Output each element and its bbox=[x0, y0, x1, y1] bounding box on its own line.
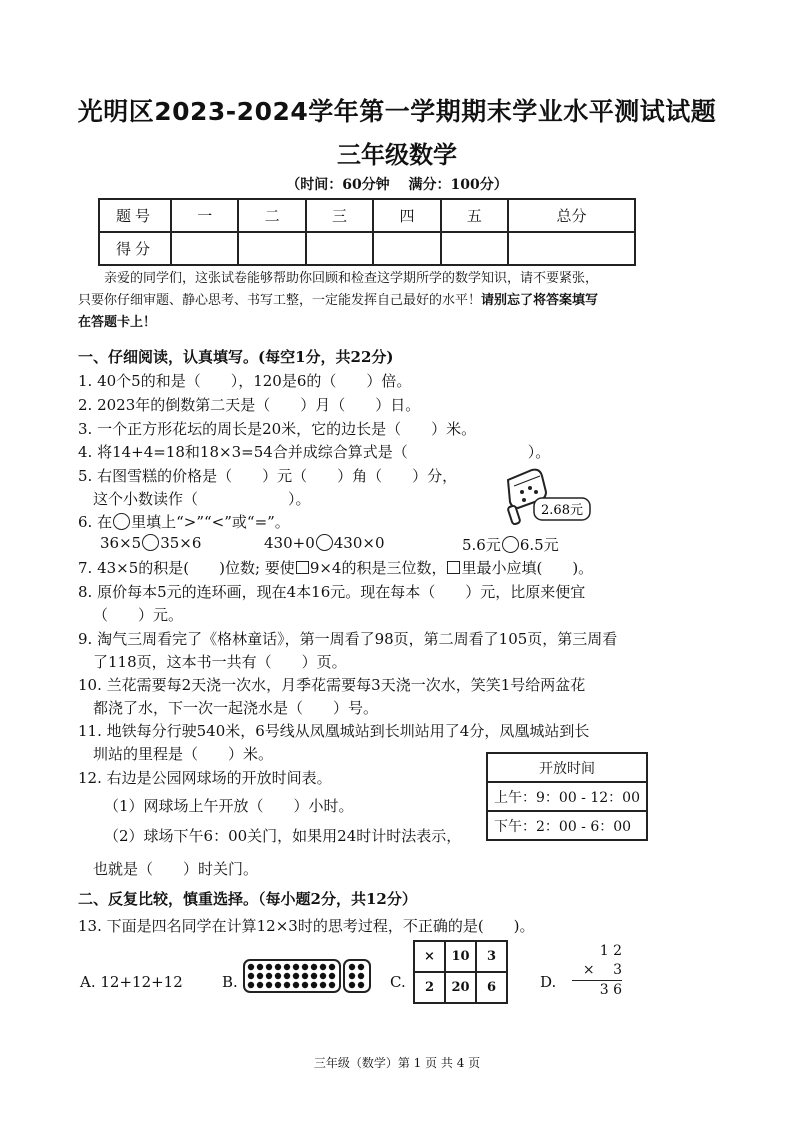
score-col-4: 四 bbox=[373, 199, 440, 232]
exam-subtitle: 三年级数学 bbox=[337, 141, 457, 169]
question-5b: 这个小数读作（ ）。 bbox=[93, 490, 311, 508]
multiplication-grid bbox=[413, 940, 508, 1004]
score-col-5: 五 bbox=[441, 199, 508, 232]
grid-cell: 10 bbox=[445, 941, 476, 972]
q7-text: 9×4的积是三位数， bbox=[309, 559, 447, 577]
score-row-label: 题号 bbox=[99, 199, 171, 232]
dot bbox=[302, 982, 308, 988]
grid-cell: × bbox=[414, 941, 445, 972]
q6-compare-3 bbox=[462, 534, 559, 555]
dot bbox=[266, 982, 272, 988]
grid-cell: 3 bbox=[476, 941, 507, 972]
circle-blank[interactable] bbox=[502, 536, 519, 553]
q6-expr: 5.6元 bbox=[462, 536, 501, 554]
dot bbox=[349, 964, 355, 970]
q7-text: 7. 43×5的积是( )位数; 要使 bbox=[78, 559, 295, 577]
q7-text: 里最小应填( )。 bbox=[461, 559, 594, 577]
vertical-mid: × 3 bbox=[572, 961, 622, 981]
dot bbox=[302, 973, 308, 979]
intro-emphasis: 在答题卡上！ bbox=[78, 315, 157, 330]
circle-blank[interactable] bbox=[142, 534, 159, 551]
dot bbox=[266, 973, 272, 979]
dot bbox=[358, 964, 364, 970]
dot bbox=[275, 973, 281, 979]
dot bbox=[284, 973, 290, 979]
question-8b: （ ）元。 bbox=[93, 606, 184, 624]
intro-line bbox=[78, 312, 658, 334]
vertical-multiplication bbox=[572, 942, 622, 1000]
dot bbox=[275, 982, 281, 988]
question-3: 3. 一个正方形花坛的周长是20米，它的边长是（ ）米。 bbox=[78, 420, 477, 438]
q6-text: 里填上“>”“<”或“=”。 bbox=[131, 513, 290, 531]
opening-hours-table bbox=[486, 752, 648, 841]
dot bbox=[284, 964, 290, 970]
dot bbox=[293, 982, 299, 988]
section-2-title: 二、反复比较，慎重选择。（每小题2分，共12分） bbox=[78, 890, 417, 908]
option-a[interactable]: A. 12+12+12 bbox=[80, 973, 183, 991]
dot bbox=[248, 964, 254, 970]
dot bbox=[320, 964, 326, 970]
square-blank[interactable] bbox=[296, 561, 309, 574]
dot bbox=[329, 973, 335, 979]
q6-expr: 36×5 bbox=[100, 534, 142, 552]
question-9a: 9. 淘气三周看完了《格林童话》，第一周看了98页，第二周看了105页，第三周看 bbox=[78, 630, 618, 648]
question-11b: 圳站的里程是（ ）米。 bbox=[93, 745, 274, 763]
grid-cell: 6 bbox=[476, 972, 507, 1003]
dot bbox=[293, 964, 299, 970]
page-footer: 三年级（数学）第 1 页 共 4 页 bbox=[313, 1056, 481, 1070]
grid-cell: 2 bbox=[414, 972, 445, 1003]
score-table bbox=[98, 198, 636, 266]
q6-expr: 430+0 bbox=[264, 534, 315, 552]
question-12-part3: 也就是（ ）时关门。 bbox=[93, 860, 259, 878]
dot bbox=[257, 964, 263, 970]
score-cell bbox=[441, 232, 508, 265]
score-cell bbox=[508, 232, 635, 265]
dot bbox=[320, 982, 326, 988]
question-10b: 都浇了水，下一次一起浇水是（ ）号。 bbox=[93, 699, 379, 717]
dot bbox=[284, 982, 290, 988]
question-6 bbox=[78, 511, 290, 532]
dot bbox=[266, 964, 272, 970]
question-9b: 了118页，这本书一共有（ ）页。 bbox=[93, 653, 347, 671]
option-d-label[interactable]: D. bbox=[540, 973, 557, 991]
question-11a: 11. 地铁每分行驶540米，6号线从凤凰城站到长圳站用了4分，凤凰城站到长 bbox=[78, 722, 590, 740]
question-1: 1. 40个5的和是（ ），120是6的（ ）倍。 bbox=[78, 372, 412, 390]
dot bbox=[311, 982, 317, 988]
price-tag-text: 2.68元 bbox=[541, 503, 583, 518]
q6-compare-2 bbox=[264, 534, 385, 552]
opening-hours-morning: 上午：9：00 - 12：00 bbox=[487, 782, 647, 811]
opening-hours-afternoon: 下午：2：00 - 6：00 bbox=[487, 811, 647, 840]
circle-blank[interactable] bbox=[316, 534, 333, 551]
vertical-top: 1 2 bbox=[599, 943, 622, 959]
score-col-2: 二 bbox=[238, 199, 305, 232]
q6-expr: 430×0 bbox=[333, 534, 385, 552]
time-info: （时间：60分钟 满分：100分） bbox=[286, 177, 508, 193]
score-table-score-row bbox=[99, 232, 635, 265]
dot bbox=[257, 982, 263, 988]
dot bbox=[320, 973, 326, 979]
square-blank[interactable] bbox=[447, 561, 460, 574]
circle-blank[interactable] bbox=[113, 513, 130, 530]
question-12-part1: （1）网球场上午开放（ ）小时。 bbox=[104, 797, 354, 815]
question-12-part2: （2）球场下午6：00关门，如果用24时计时法表示， bbox=[104, 827, 462, 845]
question-4: 4. 将14+4=18和18×3=54合并成综合算式是（ ）。 bbox=[78, 443, 551, 461]
dot bbox=[329, 964, 335, 970]
exam-title: 光明区2023-2024学年第一学期期末学业水平测试试题 bbox=[77, 97, 717, 126]
dot bbox=[248, 982, 254, 988]
grid-cell: 20 bbox=[445, 972, 476, 1003]
score-row-label: 得分 bbox=[99, 232, 171, 265]
dot bbox=[257, 973, 263, 979]
dot bbox=[311, 964, 317, 970]
question-13: 13. 下面是四名同学在计算12×3时的思考过程，不正确的是( )。 bbox=[78, 917, 535, 935]
score-col-1: 一 bbox=[171, 199, 238, 232]
intro-paragraph bbox=[78, 268, 658, 334]
dot bbox=[302, 964, 308, 970]
icecream-illustration bbox=[494, 462, 594, 530]
intro-emphasis: 请别忘了将答案填写 bbox=[481, 293, 599, 308]
section-1-title: 一、仔细阅读，认真填写。(每空1分，共22分) bbox=[78, 348, 394, 366]
dot bbox=[293, 973, 299, 979]
score-table-header-row bbox=[99, 199, 635, 232]
score-cell bbox=[238, 232, 305, 265]
opening-hours-header: 开放时间 bbox=[487, 753, 647, 782]
score-col-3: 三 bbox=[306, 199, 373, 232]
dot bbox=[358, 982, 364, 988]
question-2: 2. 2023年的倒数第二天是（ ）月（ ）日。 bbox=[78, 396, 421, 414]
intro-line: 亲爱的同学们，这张试卷能够帮助你回顾和检查这学期所学的数学知识，请不要紧张， bbox=[104, 271, 599, 286]
q6-compare-1 bbox=[100, 534, 201, 552]
score-cell bbox=[306, 232, 373, 265]
question-10a: 10. 兰花需要每2天浇一次水，月季花需要每3天浇一次水，笑笑1号给两盆花 bbox=[78, 676, 586, 694]
intro-line bbox=[78, 290, 658, 312]
dot bbox=[349, 973, 355, 979]
intro-text: 只要你仔细审题、静心思考、书写工整，一定能发挥自己最好的水平！ bbox=[78, 293, 482, 308]
q6-expr: 35×6 bbox=[160, 534, 202, 552]
q6-expr: 6.5元 bbox=[519, 536, 559, 554]
score-cell bbox=[373, 232, 440, 265]
question-12: 12. 右边是公园网球场的开放时间表。 bbox=[78, 769, 332, 787]
score-col-total: 总分 bbox=[508, 199, 635, 232]
dot bbox=[311, 973, 317, 979]
option-b-label[interactable]: B. bbox=[222, 973, 238, 991]
score-cell bbox=[171, 232, 238, 265]
q6-text: 6. 在 bbox=[78, 513, 113, 531]
dot bbox=[349, 982, 355, 988]
dot bbox=[329, 982, 335, 988]
question-8a: 8. 原价每本5元的连环画，现在4本16元。现在每本（ ）元，比原来便宜 bbox=[78, 583, 586, 601]
dot bbox=[275, 964, 281, 970]
question-5a: 5. 右图雪糕的价格是（ ）元（ ）角（ ）分， bbox=[78, 467, 458, 485]
option-c-label[interactable]: C. bbox=[390, 973, 406, 991]
dot bbox=[248, 973, 254, 979]
dot bbox=[358, 973, 364, 979]
dot-array-illustration bbox=[242, 958, 372, 994]
question-7 bbox=[78, 557, 593, 578]
vertical-result: 3 6 bbox=[599, 982, 622, 998]
